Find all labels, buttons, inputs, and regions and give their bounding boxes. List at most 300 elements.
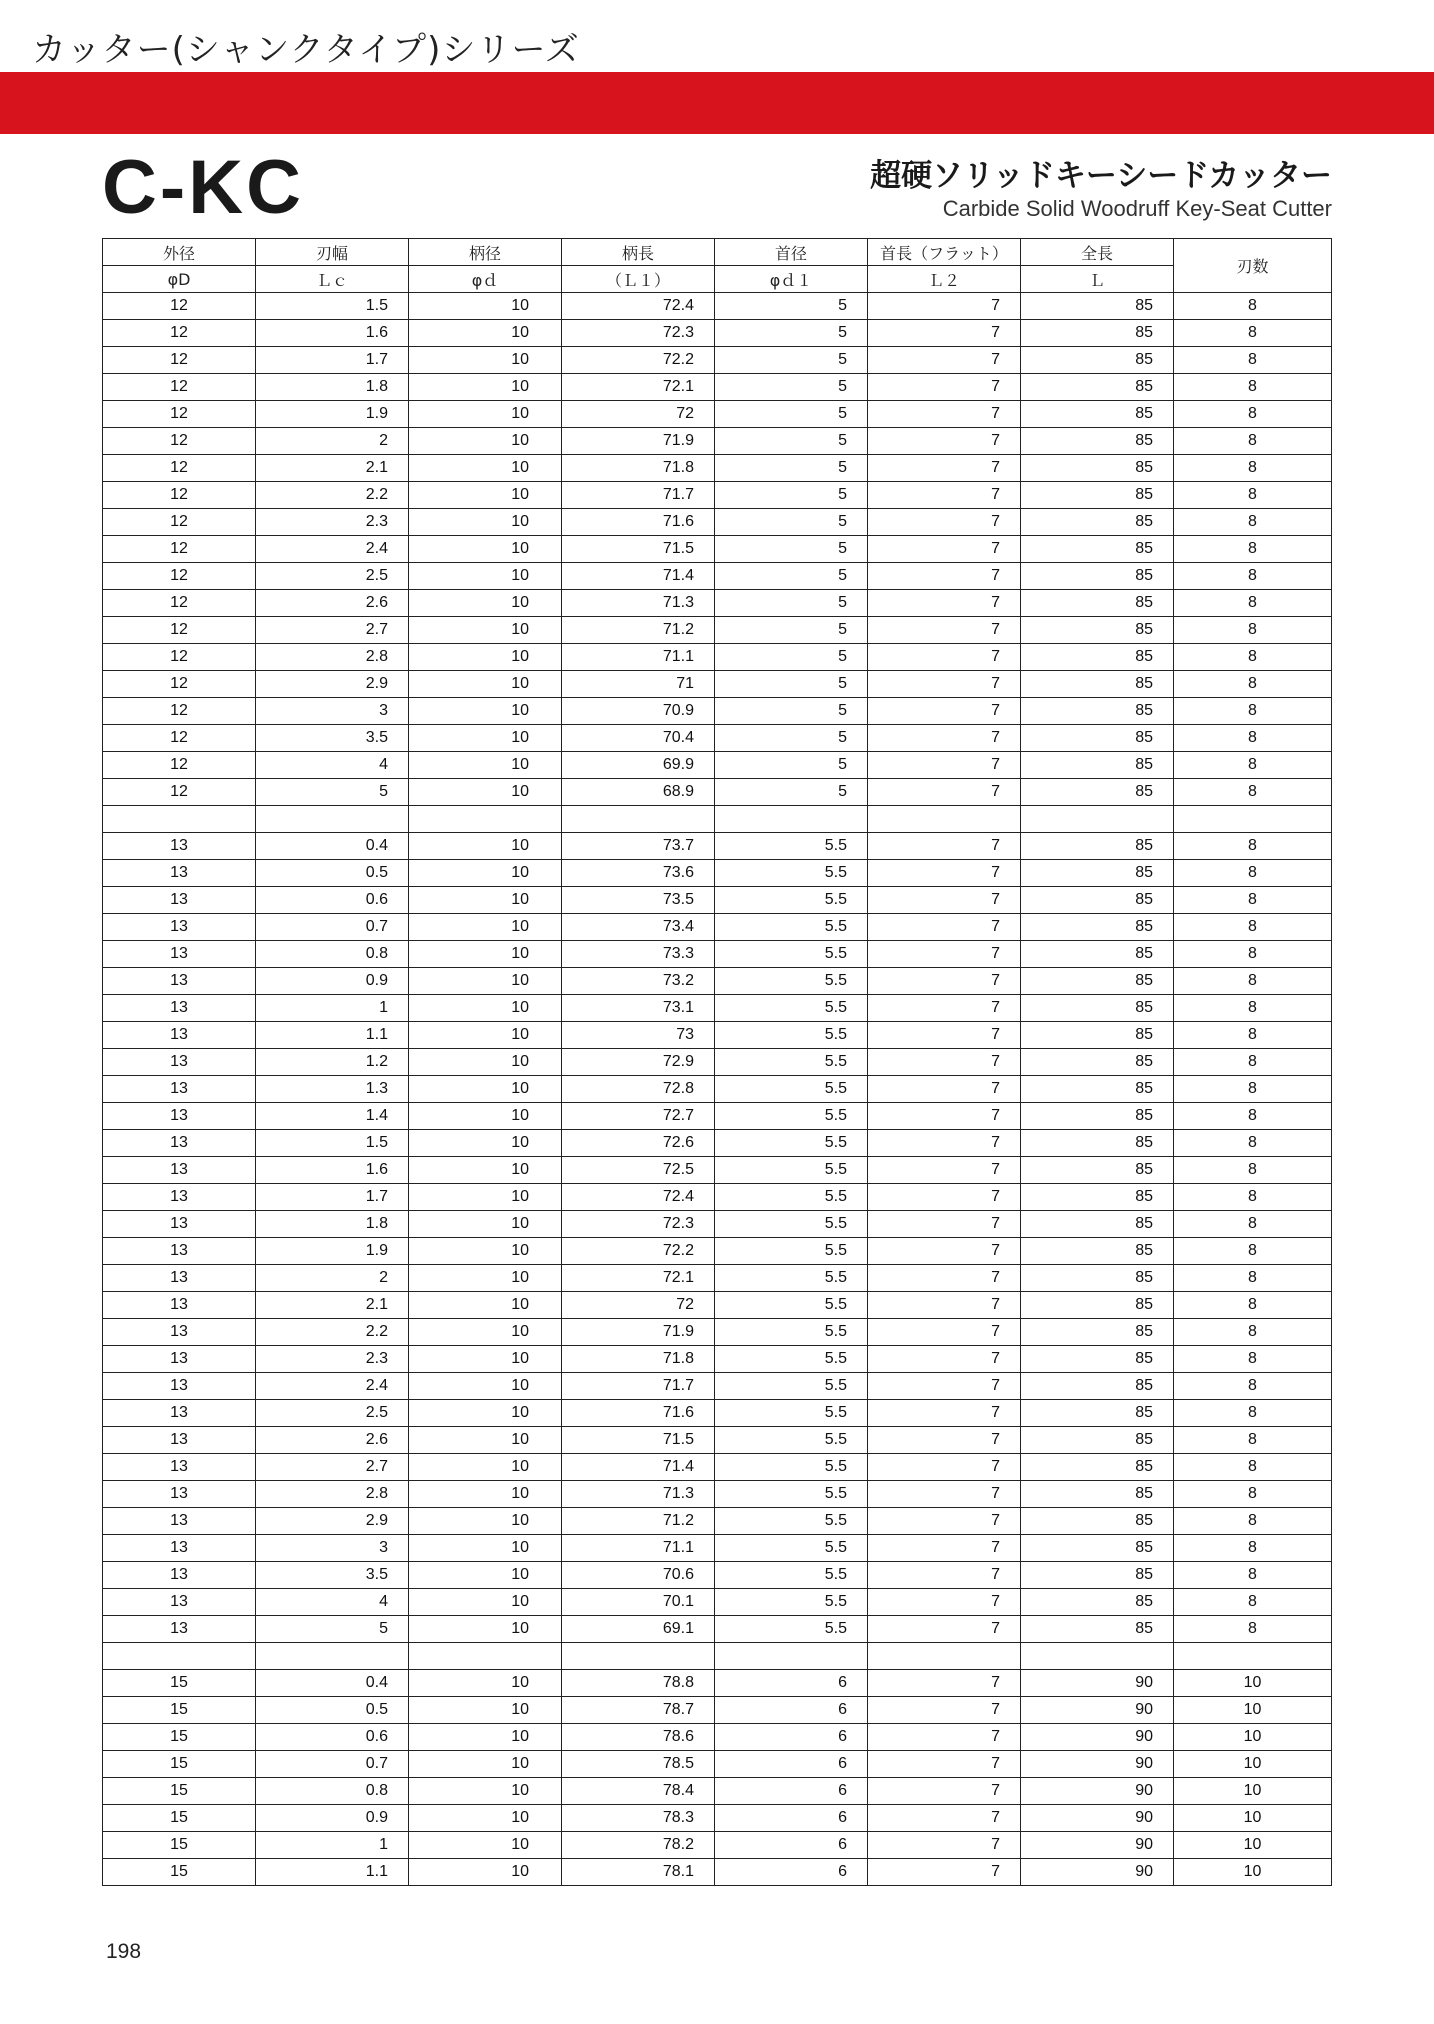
cell-outer-diameter: 15	[103, 1724, 256, 1751]
empty-cell	[409, 806, 562, 833]
cell-cutting-width: 2.1	[256, 455, 409, 482]
cell-shank-diameter: 10	[409, 1859, 562, 1886]
cell-cutting-width: 1.9	[256, 1238, 409, 1265]
cell-shank-diameter: 10	[409, 887, 562, 914]
cell-overall-length: 85	[1021, 617, 1174, 644]
cell-flutes: 8	[1174, 671, 1332, 698]
cell-overall-length: 85	[1021, 1265, 1174, 1292]
cell-neck-length: 7	[868, 1319, 1021, 1346]
cell-overall-length: 85	[1021, 1238, 1174, 1265]
cell-shank-length: 73	[562, 1022, 715, 1049]
cell-overall-length: 85	[1021, 779, 1174, 806]
cell-neck-length: 7	[868, 563, 1021, 590]
table-row	[103, 1184, 1332, 1211]
spec-table-body	[103, 293, 1332, 1886]
cell-flutes: 8	[1174, 1049, 1332, 1076]
cell-overall-length: 85	[1021, 1346, 1174, 1373]
cell-neck-diameter: 6	[715, 1670, 868, 1697]
cell-neck-diameter: 5.5	[715, 941, 868, 968]
cell-flutes: 8	[1174, 1184, 1332, 1211]
cell-shank-length: 78.7	[562, 1697, 715, 1724]
cell-cutting-width: 1.1	[256, 1022, 409, 1049]
cell-overall-length: 85	[1021, 968, 1174, 995]
cell-neck-length: 7	[868, 1454, 1021, 1481]
cell-outer-diameter: 13	[103, 1346, 256, 1373]
cell-neck-length: 7	[868, 833, 1021, 860]
cell-cutting-width: 2.8	[256, 1481, 409, 1508]
cell-shank-diameter: 10	[409, 1103, 562, 1130]
cell-overall-length: 90	[1021, 1697, 1174, 1724]
col-symbol-l: Ｌ	[1021, 266, 1174, 293]
cell-cutting-width: 1.8	[256, 374, 409, 401]
cell-neck-diameter: 5.5	[715, 1022, 868, 1049]
cell-overall-length: 85	[1021, 1373, 1174, 1400]
cell-neck-diameter: 5	[715, 752, 868, 779]
cell-overall-length: 85	[1021, 1400, 1174, 1427]
cell-neck-length: 7	[868, 941, 1021, 968]
cell-overall-length: 85	[1021, 374, 1174, 401]
cell-neck-length: 7	[868, 725, 1021, 752]
cell-neck-length: 7	[868, 1508, 1021, 1535]
cell-neck-length: 7	[868, 860, 1021, 887]
cell-flutes: 8	[1174, 1346, 1332, 1373]
cell-neck-diameter: 5.5	[715, 1346, 868, 1373]
cell-shank-diameter: 10	[409, 1049, 562, 1076]
cell-cutting-width: 1.9	[256, 401, 409, 428]
cell-neck-diameter: 5	[715, 374, 868, 401]
col-header-shank-length: 柄長	[562, 239, 715, 266]
cell-shank-diameter: 10	[409, 536, 562, 563]
cell-outer-diameter: 12	[103, 752, 256, 779]
cell-shank-length: 72	[562, 1292, 715, 1319]
cell-neck-diameter: 5.5	[715, 968, 868, 995]
cell-overall-length: 85	[1021, 1616, 1174, 1643]
cell-shank-diameter: 10	[409, 644, 562, 671]
cell-outer-diameter: 13	[103, 1589, 256, 1616]
cell-shank-diameter: 10	[409, 1292, 562, 1319]
cell-shank-length: 72	[562, 401, 715, 428]
table-row	[103, 941, 1332, 968]
cell-cutting-width: 3.5	[256, 1562, 409, 1589]
empty-cell	[868, 1643, 1021, 1670]
cell-overall-length: 90	[1021, 1778, 1174, 1805]
cell-shank-diameter: 10	[409, 509, 562, 536]
cell-neck-diameter: 5	[715, 347, 868, 374]
cell-overall-length: 85	[1021, 1562, 1174, 1589]
cell-neck-length: 7	[868, 1670, 1021, 1697]
cell-outer-diameter: 12	[103, 563, 256, 590]
cell-flutes: 10	[1174, 1697, 1332, 1724]
cell-shank-diameter: 10	[409, 671, 562, 698]
cell-outer-diameter: 13	[103, 1211, 256, 1238]
cell-overall-length: 85	[1021, 401, 1174, 428]
col-symbol-d1: φｄ１	[715, 266, 868, 293]
table-row	[103, 968, 1332, 995]
cell-outer-diameter: 15	[103, 1751, 256, 1778]
cell-outer-diameter: 12	[103, 428, 256, 455]
cell-overall-length: 85	[1021, 698, 1174, 725]
cell-cutting-width: 2.1	[256, 1292, 409, 1319]
cell-cutting-width: 2.9	[256, 671, 409, 698]
empty-cell	[715, 806, 868, 833]
cell-overall-length: 90	[1021, 1724, 1174, 1751]
cell-shank-diameter: 10	[409, 1211, 562, 1238]
table-row	[103, 1157, 1332, 1184]
cell-outer-diameter: 13	[103, 887, 256, 914]
cell-neck-diameter: 5	[715, 293, 868, 320]
cell-outer-diameter: 13	[103, 1508, 256, 1535]
cell-cutting-width: 3	[256, 1535, 409, 1562]
cell-cutting-width: 2.8	[256, 644, 409, 671]
cell-neck-length: 7	[868, 968, 1021, 995]
cell-shank-diameter: 10	[409, 725, 562, 752]
cell-flutes: 8	[1174, 644, 1332, 671]
cell-neck-diameter: 5	[715, 698, 868, 725]
cell-cutting-width: 3.5	[256, 725, 409, 752]
cell-neck-length: 7	[868, 1292, 1021, 1319]
cell-outer-diameter: 12	[103, 725, 256, 752]
table-row	[103, 833, 1332, 860]
cell-overall-length: 85	[1021, 887, 1174, 914]
cell-overall-length: 85	[1021, 860, 1174, 887]
cell-outer-diameter: 12	[103, 482, 256, 509]
cell-neck-length: 7	[868, 1049, 1021, 1076]
table-row	[103, 374, 1332, 401]
cell-shank-length: 70.9	[562, 698, 715, 725]
cell-outer-diameter: 12	[103, 779, 256, 806]
cell-outer-diameter: 13	[103, 995, 256, 1022]
cell-outer-diameter: 12	[103, 455, 256, 482]
cell-neck-length: 7	[868, 1184, 1021, 1211]
cell-shank-length: 71.6	[562, 1400, 715, 1427]
cell-overall-length: 85	[1021, 1049, 1174, 1076]
cell-shank-length: 71.2	[562, 617, 715, 644]
cell-shank-length: 78.8	[562, 1670, 715, 1697]
table-row	[103, 1049, 1332, 1076]
cell-neck-diameter: 5	[715, 671, 868, 698]
cell-neck-length: 7	[868, 1778, 1021, 1805]
cell-shank-diameter: 10	[409, 1265, 562, 1292]
cell-neck-diameter: 5	[715, 725, 868, 752]
table-row	[103, 1373, 1332, 1400]
cell-neck-length: 7	[868, 1346, 1021, 1373]
cell-overall-length: 85	[1021, 455, 1174, 482]
cell-neck-length: 7	[868, 914, 1021, 941]
cell-cutting-width: 2.6	[256, 590, 409, 617]
cell-shank-diameter: 10	[409, 293, 562, 320]
table-row	[103, 1859, 1332, 1886]
cell-outer-diameter: 12	[103, 374, 256, 401]
cell-cutting-width: 0.9	[256, 1805, 409, 1832]
table-row	[103, 698, 1332, 725]
cell-shank-diameter: 10	[409, 1130, 562, 1157]
cell-outer-diameter: 13	[103, 1049, 256, 1076]
cell-flutes: 8	[1174, 1319, 1332, 1346]
cell-overall-length: 90	[1021, 1751, 1174, 1778]
cell-shank-length: 71.2	[562, 1508, 715, 1535]
cell-flutes: 8	[1174, 995, 1332, 1022]
cell-overall-length: 90	[1021, 1670, 1174, 1697]
cell-overall-length: 85	[1021, 1157, 1174, 1184]
empty-cell	[409, 1643, 562, 1670]
table-row	[103, 1562, 1332, 1589]
table-row	[103, 1697, 1332, 1724]
cell-neck-length: 7	[868, 617, 1021, 644]
cell-neck-length: 7	[868, 374, 1021, 401]
cell-shank-diameter: 10	[409, 1670, 562, 1697]
cell-neck-length: 7	[868, 320, 1021, 347]
table-row	[103, 1130, 1332, 1157]
cell-flutes: 8	[1174, 1589, 1332, 1616]
cell-shank-diameter: 10	[409, 941, 562, 968]
cell-outer-diameter: 15	[103, 1778, 256, 1805]
cell-flutes: 8	[1174, 1292, 1332, 1319]
cell-neck-diameter: 5	[715, 482, 868, 509]
cell-neck-diameter: 5	[715, 536, 868, 563]
cell-shank-diameter: 10	[409, 563, 562, 590]
cell-outer-diameter: 13	[103, 1319, 256, 1346]
cell-outer-diameter: 13	[103, 1400, 256, 1427]
cell-shank-diameter: 10	[409, 1373, 562, 1400]
cell-neck-diameter: 5.5	[715, 1616, 868, 1643]
cell-neck-length: 7	[868, 1427, 1021, 1454]
table-row	[103, 1481, 1332, 1508]
cell-outer-diameter: 13	[103, 1238, 256, 1265]
cell-cutting-width: 2.2	[256, 1319, 409, 1346]
cell-neck-diameter: 6	[715, 1832, 868, 1859]
cell-shank-diameter: 10	[409, 1562, 562, 1589]
cell-flutes: 10	[1174, 1778, 1332, 1805]
col-symbol-l1: （Ｌ１）	[562, 266, 715, 293]
cell-overall-length: 85	[1021, 1103, 1174, 1130]
cell-flutes: 10	[1174, 1751, 1332, 1778]
cell-shank-diameter: 10	[409, 455, 562, 482]
cell-neck-length: 7	[868, 1481, 1021, 1508]
cell-neck-diameter: 5.5	[715, 1292, 868, 1319]
cell-cutting-width: 2.6	[256, 1427, 409, 1454]
cell-neck-diameter: 5.5	[715, 833, 868, 860]
cell-cutting-width: 0.5	[256, 1697, 409, 1724]
table-row	[103, 455, 1332, 482]
cell-overall-length: 90	[1021, 1805, 1174, 1832]
cell-outer-diameter: 12	[103, 671, 256, 698]
cell-overall-length: 85	[1021, 833, 1174, 860]
cell-shank-diameter: 10	[409, 860, 562, 887]
table-row	[103, 887, 1332, 914]
cell-overall-length: 85	[1021, 1076, 1174, 1103]
cell-overall-length: 85	[1021, 1130, 1174, 1157]
cell-outer-diameter: 13	[103, 1454, 256, 1481]
cell-shank-diameter: 10	[409, 482, 562, 509]
cell-neck-diameter: 5.5	[715, 1535, 868, 1562]
table-row	[103, 617, 1332, 644]
empty-cell	[103, 1643, 256, 1670]
cell-flutes: 8	[1174, 1454, 1332, 1481]
cell-shank-diameter: 10	[409, 1346, 562, 1373]
cell-neck-diameter: 6	[715, 1778, 868, 1805]
cell-cutting-width: 1.7	[256, 1184, 409, 1211]
cell-flutes: 8	[1174, 617, 1332, 644]
cell-outer-diameter: 12	[103, 320, 256, 347]
cell-flutes: 8	[1174, 1616, 1332, 1643]
cell-neck-diameter: 5.5	[715, 1076, 868, 1103]
cell-cutting-width: 2	[256, 428, 409, 455]
cell-shank-length: 70.6	[562, 1562, 715, 1589]
cell-shank-length: 72.2	[562, 1238, 715, 1265]
cell-shank-length: 71.6	[562, 509, 715, 536]
cell-shank-diameter: 10	[409, 1535, 562, 1562]
cell-shank-diameter: 10	[409, 1157, 562, 1184]
cell-flutes: 8	[1174, 1427, 1332, 1454]
cell-shank-length: 71.9	[562, 1319, 715, 1346]
table-row	[103, 509, 1332, 536]
cell-flutes: 8	[1174, 941, 1332, 968]
table-row	[103, 671, 1332, 698]
table-row	[103, 1076, 1332, 1103]
table-row	[103, 1103, 1332, 1130]
cell-neck-length: 7	[868, 347, 1021, 374]
table-row	[103, 860, 1332, 887]
cell-cutting-width: 2.7	[256, 617, 409, 644]
table-row	[103, 1535, 1332, 1562]
cell-neck-length: 7	[868, 1589, 1021, 1616]
cell-neck-diameter: 5	[715, 401, 868, 428]
cell-flutes: 8	[1174, 725, 1332, 752]
cell-neck-length: 7	[868, 1238, 1021, 1265]
table-row	[103, 1400, 1332, 1427]
cell-shank-length: 71.9	[562, 428, 715, 455]
cell-neck-length: 7	[868, 1103, 1021, 1130]
col-header-neck-length: 首長（フラット）	[868, 239, 1021, 266]
header-row-symbols	[103, 266, 1332, 293]
cell-cutting-width: 2.4	[256, 1373, 409, 1400]
cell-neck-diameter: 5.5	[715, 1211, 868, 1238]
cell-outer-diameter: 13	[103, 941, 256, 968]
table-row	[103, 1454, 1332, 1481]
cell-neck-diameter: 6	[715, 1805, 868, 1832]
cell-outer-diameter: 12	[103, 698, 256, 725]
cell-shank-length: 71.1	[562, 644, 715, 671]
cell-shank-length: 78.5	[562, 1751, 715, 1778]
table-row	[103, 1319, 1332, 1346]
cell-cutting-width: 1.1	[256, 1859, 409, 1886]
cell-neck-diameter: 5.5	[715, 1184, 868, 1211]
cell-cutting-width: 5	[256, 779, 409, 806]
empty-cell	[256, 1643, 409, 1670]
cell-shank-length: 73.4	[562, 914, 715, 941]
cell-flutes: 8	[1174, 590, 1332, 617]
cell-shank-length: 73.3	[562, 941, 715, 968]
cell-cutting-width: 1.5	[256, 293, 409, 320]
cell-overall-length: 85	[1021, 941, 1174, 968]
table-row	[103, 995, 1332, 1022]
cell-shank-diameter: 10	[409, 1616, 562, 1643]
cell-neck-diameter: 5.5	[715, 1265, 868, 1292]
cell-shank-length: 72.1	[562, 1265, 715, 1292]
cell-overall-length: 85	[1021, 1508, 1174, 1535]
cell-outer-diameter: 12	[103, 644, 256, 671]
table-row	[103, 1022, 1332, 1049]
cell-neck-length: 7	[868, 482, 1021, 509]
cell-outer-diameter: 12	[103, 617, 256, 644]
cell-overall-length: 85	[1021, 1319, 1174, 1346]
cell-overall-length: 85	[1021, 752, 1174, 779]
cell-shank-length: 72.7	[562, 1103, 715, 1130]
cell-overall-length: 85	[1021, 482, 1174, 509]
cell-cutting-width: 1	[256, 1832, 409, 1859]
cell-overall-length: 90	[1021, 1859, 1174, 1886]
cell-outer-diameter: 13	[103, 1535, 256, 1562]
spec-table	[102, 238, 1332, 1886]
cell-cutting-width: 4	[256, 752, 409, 779]
cell-neck-length: 7	[868, 1697, 1021, 1724]
cell-shank-diameter: 10	[409, 1697, 562, 1724]
cell-neck-length: 7	[868, 1859, 1021, 1886]
cell-shank-length: 71.4	[562, 563, 715, 590]
cell-overall-length: 85	[1021, 1427, 1174, 1454]
col-header-outer-diameter: 外径	[103, 239, 256, 266]
cell-neck-length: 7	[868, 536, 1021, 563]
table-row	[103, 1589, 1332, 1616]
cell-shank-length: 69.9	[562, 752, 715, 779]
cell-neck-diameter: 5	[715, 644, 868, 671]
cell-shank-length: 72.4	[562, 1184, 715, 1211]
cell-shank-diameter: 10	[409, 1832, 562, 1859]
cell-cutting-width: 1.8	[256, 1211, 409, 1238]
cell-neck-diameter: 5.5	[715, 860, 868, 887]
table-row	[103, 482, 1332, 509]
cell-overall-length: 85	[1021, 1589, 1174, 1616]
cell-shank-length: 72.1	[562, 374, 715, 401]
table-row	[103, 644, 1332, 671]
cell-flutes: 8	[1174, 320, 1332, 347]
cell-flutes: 8	[1174, 1022, 1332, 1049]
cell-shank-length: 71.7	[562, 482, 715, 509]
cell-neck-diameter: 5	[715, 509, 868, 536]
col-symbol-shank-d: φｄ	[409, 266, 562, 293]
cell-outer-diameter: 13	[103, 914, 256, 941]
cell-flutes: 8	[1174, 1400, 1332, 1427]
table-row	[103, 1751, 1332, 1778]
cell-overall-length: 85	[1021, 509, 1174, 536]
cell-cutting-width: 0.5	[256, 860, 409, 887]
cell-shank-length: 78.2	[562, 1832, 715, 1859]
cell-shank-length: 70.4	[562, 725, 715, 752]
cell-shank-length: 73.2	[562, 968, 715, 995]
table-row	[103, 1778, 1332, 1805]
cell-cutting-width: 0.8	[256, 941, 409, 968]
cell-shank-diameter: 10	[409, 752, 562, 779]
cell-cutting-width: 0.6	[256, 887, 409, 914]
cell-shank-length: 78.1	[562, 1859, 715, 1886]
cell-neck-diameter: 5.5	[715, 1400, 868, 1427]
cell-flutes: 8	[1174, 860, 1332, 887]
cell-overall-length: 85	[1021, 320, 1174, 347]
cell-cutting-width: 0.4	[256, 1670, 409, 1697]
empty-cell	[562, 806, 715, 833]
cell-neck-length: 7	[868, 1265, 1021, 1292]
cell-shank-length: 71.8	[562, 455, 715, 482]
cell-neck-diameter: 5.5	[715, 1427, 868, 1454]
cell-flutes: 10	[1174, 1805, 1332, 1832]
cell-shank-length: 72.9	[562, 1049, 715, 1076]
cell-neck-diameter: 5.5	[715, 1481, 868, 1508]
page-number: 198	[106, 1940, 142, 1963]
cell-flutes: 8	[1174, 1535, 1332, 1562]
cell-overall-length: 90	[1021, 1832, 1174, 1859]
cell-shank-diameter: 10	[409, 779, 562, 806]
cell-shank-diameter: 10	[409, 320, 562, 347]
